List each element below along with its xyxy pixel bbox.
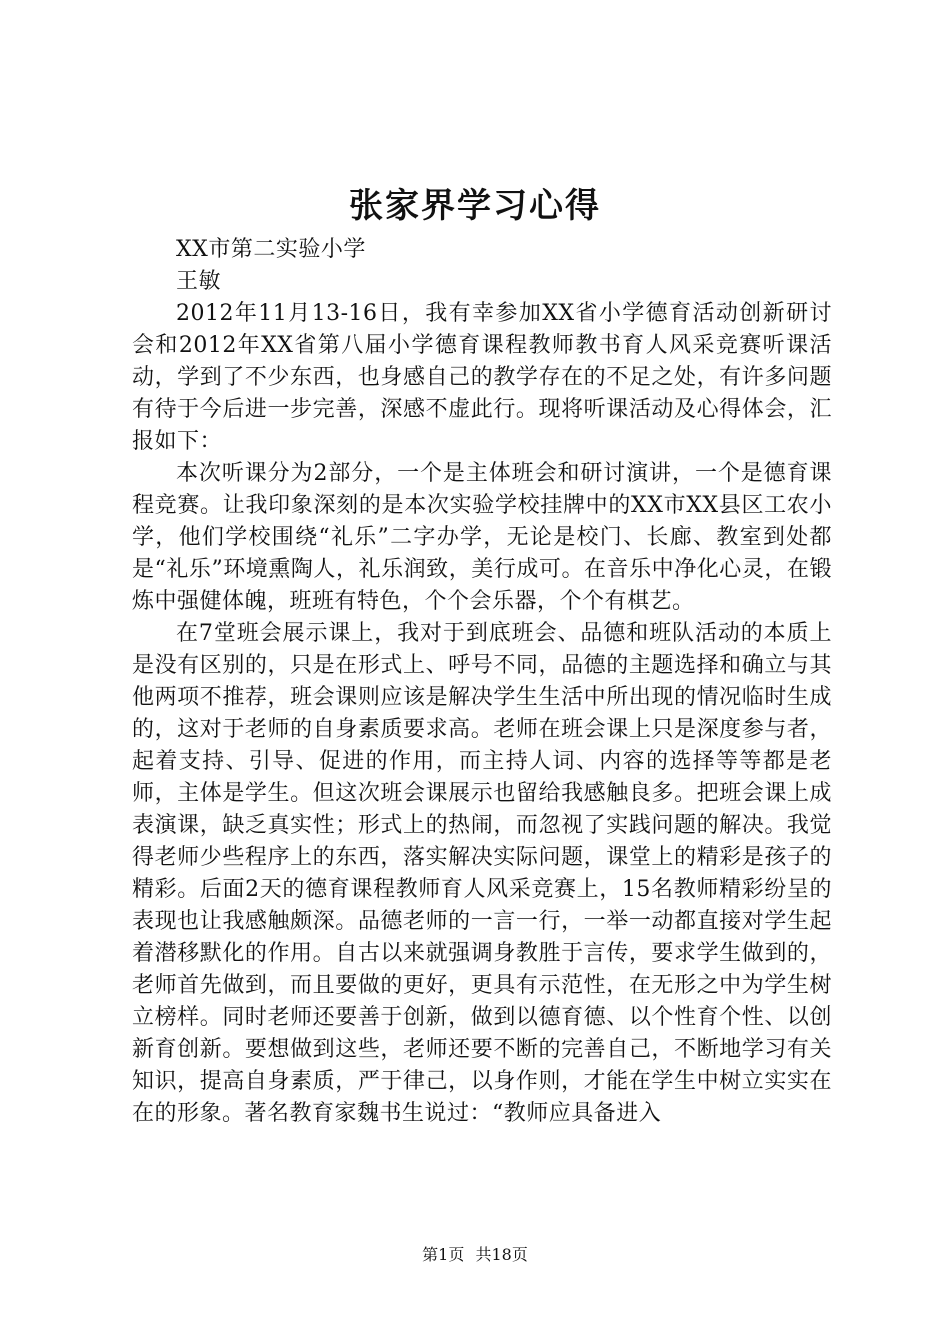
author-line: 王敏 [176,269,222,294]
paragraph: 2012年11月13-16日，我有幸参加XX省小学德育活动创新研讨会和2012年XX省第八届小学德育课程教师教书育人风采竞赛听课活动，学到了不少东西，也身感自己的教学存在的不足之处，有许多问题有待于今后进一步完善，深感不虚此行。现将听课活动及心得体会，汇报如下： [132,301,832,454]
school-line: XX市第二实验小学 [176,237,366,262]
paragraph: 本次听课分为2部分，一个是主体班会和研讨演讲，一个是德育课程竞赛。让我印象深刻的是本次实验学校挂牌中的XX市XX县区工农小学，他们学校围绕“礼乐”二字办学，无论是校门、长廊、教室到处都是“礼乐”环境熏陶人，礼乐润致，美行成可。在音乐中净化心灵，在锻炼中强健体魄，班班有特色，个个会乐器，个个有棋艺。 [132,461,832,614]
page-number: 第1页 [422,1245,465,1264]
document-title: 张家界学习心得 [349,186,601,226]
page-total: 共18页 [475,1245,528,1264]
document-body [132,234,832,1130]
page-footer [0,1244,950,1266]
paragraph: 在7堂班会展示课上，我对于到底班会、品德和班队活动的本质上是没有区别的，只是在形式上、呼号不同，品德的主题选择和确立与其他两项不推荐，班会课则应该是解决学生生活中所出现的情况临时生成的，这对于老师的自身素质要求高。老师在班会课上只是深度参与者，起着支持、引导、促进的作用，而主持人词、内容的选择等等都是老师，主体是学生。但这次班会课展示也留给我感触良多。把班会课上成表演课，缺乏真实性；形式上的热闹，而忽视了实践问题的解决。我觉得老师少些程序上的东西，落实解决实际问题，课堂上的精彩是孩子的精彩。后面2天的德育课程教师育人风采竞赛上，15名教师精彩纷呈的表现也让我感触颇深。品德老师的一言一行，一举一动都直接对学生起着潜移默化的作用。自古以来就强调身教胜于言传，要求学生做到的，老师首先做到，而且要做的更好，更具有示范性，在无形之中为学生树立榜样。同时老师还要善于创新，做到以德育德、以个性育个性、以创新育创新。要想做到这些，老师还要不断的完善自己，不断地学习有关知识，提高自身素质，严于律己，以身作则，才能在学生中树立实实在在的形象。著名教育家魏书生说过：“教师应具备进入 [132,621,832,1126]
